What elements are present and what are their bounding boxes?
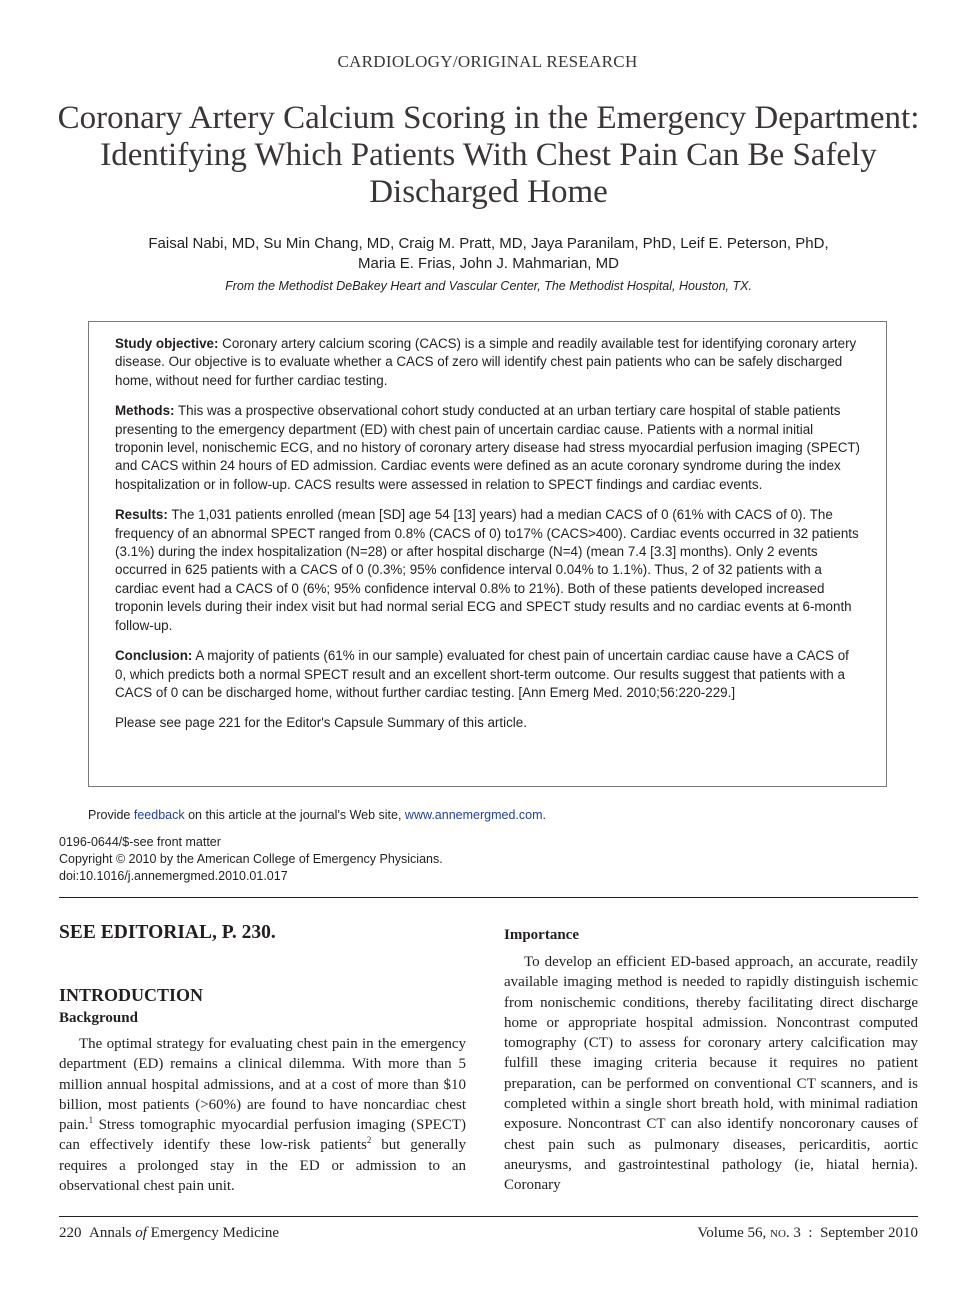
journal-name-of: of — [135, 1225, 147, 1241]
copyright: Copyright © 2010 by the American College of Emergency Physicians. — [59, 852, 443, 866]
results-label: Results: — [115, 507, 168, 523]
front-matter — [59, 834, 443, 885]
importance-paragraph: To develop an efficient ED-based approach, an accurate, readily available imaging method is needed to rapidly distinguish ischemic from nonischemic conditions, thereby facilitating direct discharge home or appropriate hospital admission. Noncontrast computed tomography (CT) to assess for coronary artery calcification may fulfill these imaging criteria because it requires no patient preparation, can be performed on conventional CT scanners, and is completed within a single short breath hold, with minimal radiation exposure. Noncontrast CT can also identify noncoronary causes of chest pain such as pulmonary diseases, pericarditis, aortic aneurysms, and gastrointestinal pathology (ie, hiatal hernia). Coronary — [504, 954, 918, 1194]
volume: Volume 56, — [697, 1225, 767, 1241]
left-column — [59, 920, 466, 1196]
reference-2[interactable]: 2 — [366, 1135, 372, 1146]
issn: 0196-0644/$-see front matter — [59, 835, 221, 849]
introduction-heading: INTRODUCTION — [59, 985, 204, 1005]
divider-bottom — [59, 1216, 918, 1217]
objective-label: Study objective: — [115, 336, 219, 351]
feedback-link[interactable]: feedback — [133, 808, 185, 822]
issue: no. 3 — [770, 1225, 801, 1241]
background-text-b: Stress tomographic myocardial perfusion imaging (SPECT) can effectively identify these low-risk patients — [59, 1117, 466, 1154]
journal-name-pre: Annals — [89, 1225, 136, 1241]
journal-website-link[interactable]: www.annemergmed.com — [404, 808, 543, 822]
conclusion-label: Conclusion: — [115, 648, 193, 664]
abstract-conclusion — [115, 647, 861, 702]
background-text-c: but generally requires a prolonged stay in the ED or admission to an observational chest pain unit. — [59, 1137, 466, 1195]
conclusion-text: A majority of patients (61% in our sample) evaluated for chest pain of uncertain cardiac cause have a CACS of 0, which predicts both a normal SPECT result and an excellent short-term outcome. Our results suggest that patients with a CACS of 0 can be discharged home, without further cardiac testing. [Ann Emerg Med. 2010;56:220-229.] — [115, 648, 849, 700]
methods-text: This was a prospective observational cohort study conducted at an urban tertiary care hospital of stable patients presenting to the emergency department (ED) with chest pain of uncertain cardiac cause. Patients with a normal initial troponin level, nonischemic ECG, and no history of coronary artery disease had stress myocardial perfusion imaging (SPECT) and CACS within 24 hours of ED admission. Cardiac events were defined as an acute coronary syndrome during the index hospitalization or in follow-up. CACS results were assessed in relation to SPECT findings and cardiac events. — [115, 403, 861, 492]
feedback-line — [88, 808, 546, 822]
affiliation: From the Methodist DeBakey Heart and Vascular Center, The Methodist Hospital, Houston, TX. — [225, 279, 752, 293]
abstract-objective — [115, 335, 861, 390]
abstract-methods — [115, 402, 861, 494]
page-number: 220 — [59, 1225, 82, 1241]
journal-name-post: Emergency Medicine — [146, 1225, 280, 1241]
reference-1[interactable]: 1 — [88, 1115, 94, 1126]
importance-heading: Importance — [504, 927, 579, 943]
capsule-note: Please see page 221 for the Editor's Capsule Summary of this article. — [115, 715, 527, 731]
author-list — [90, 234, 887, 274]
background-text-a: The optimal strategy for evaluating chest pain in the emergency department (ED) remains a clinical dilemma. With more than 5 million annual hospital admissions, and at a cost of more than $10 billion, most patients (>60%) are found to have noncardiac chest pain. — [59, 1036, 466, 1134]
abstract-results — [115, 506, 861, 635]
background-heading: Background — [59, 1010, 138, 1026]
right-column — [504, 924, 918, 1196]
section-label: CARDIOLOGY/ORIGINAL RESEARCH — [337, 52, 638, 71]
objective-text: Coronary artery calcium scoring (CACS) is a simple and readily available test for identifying coronary artery disease. Our objective is to evaluate whether a CACS of zero will identify chest pain patients who can be safely discharged home, without need for further cardiac testing. — [115, 336, 857, 388]
feedback-middle: on this article at the journal's Web site, — [184, 808, 405, 822]
divider-top — [59, 897, 918, 898]
footer-right — [697, 1225, 918, 1242]
footer-left — [59, 1225, 279, 1242]
methods-label: Methods: — [115, 403, 175, 419]
background-paragraph — [59, 1034, 466, 1196]
results-text: The 1,031 patients enrolled (mean [SD] age 54 [13] years) had a median CACS of 0 (61% with CACS of 0). The frequency of an abnormal SPECT ranged from 0.8% (CACS of 0) to17% (CACS>400). Cardiac events occurred in 32 patients (3.1%) during the index hospitalization (N=28) or after hospital discharge (N=4) (mean 7.4 [3.3] months). Only 2 events occurred in 625 patients with a CACS of 0 (0.3%; 95% confidence interval 0.04% to 1.1%). Thus, 2 of 32 patients with a cardiac event had a CACS of 0 (6%; 95% confidence interval 0.8% to 21%). Both of these patients developed increased troponin levels during their index visit but had normal serial ECG and SPECT study results and no cardiac events at 6-month follow-up. — [115, 507, 859, 633]
title-line-1: Coronary Artery Calcium Scoring in the Emergency Department: — [57, 100, 920, 136]
title-line-2: Identifying Which Patients With Chest Pain Can Be Safely — [100, 137, 877, 173]
authors-line-1: Faisal Nabi, MD, Su Min Chang, MD, Craig M. Pratt, MD, Jaya Paranilam, PhD, Leif E. Peterson, PhD, — [148, 235, 829, 252]
feedback-prefix: Provide — [88, 808, 134, 822]
issue-date: September 2010 — [820, 1225, 918, 1241]
abstract-box — [88, 321, 887, 787]
doi: doi:10.1016/j.annemergmed.2010.01.017 — [59, 869, 288, 883]
footer-separator: : — [808, 1225, 813, 1241]
authors-line-2: Maria E. Frias, John J. Mahmarian, MD — [358, 255, 619, 272]
see-editorial: SEE EDITORIAL, P. 230. — [59, 922, 276, 943]
article-title — [40, 100, 937, 211]
title-line-3: Discharged Home — [369, 174, 608, 210]
feedback-suffix: . — [542, 808, 546, 822]
